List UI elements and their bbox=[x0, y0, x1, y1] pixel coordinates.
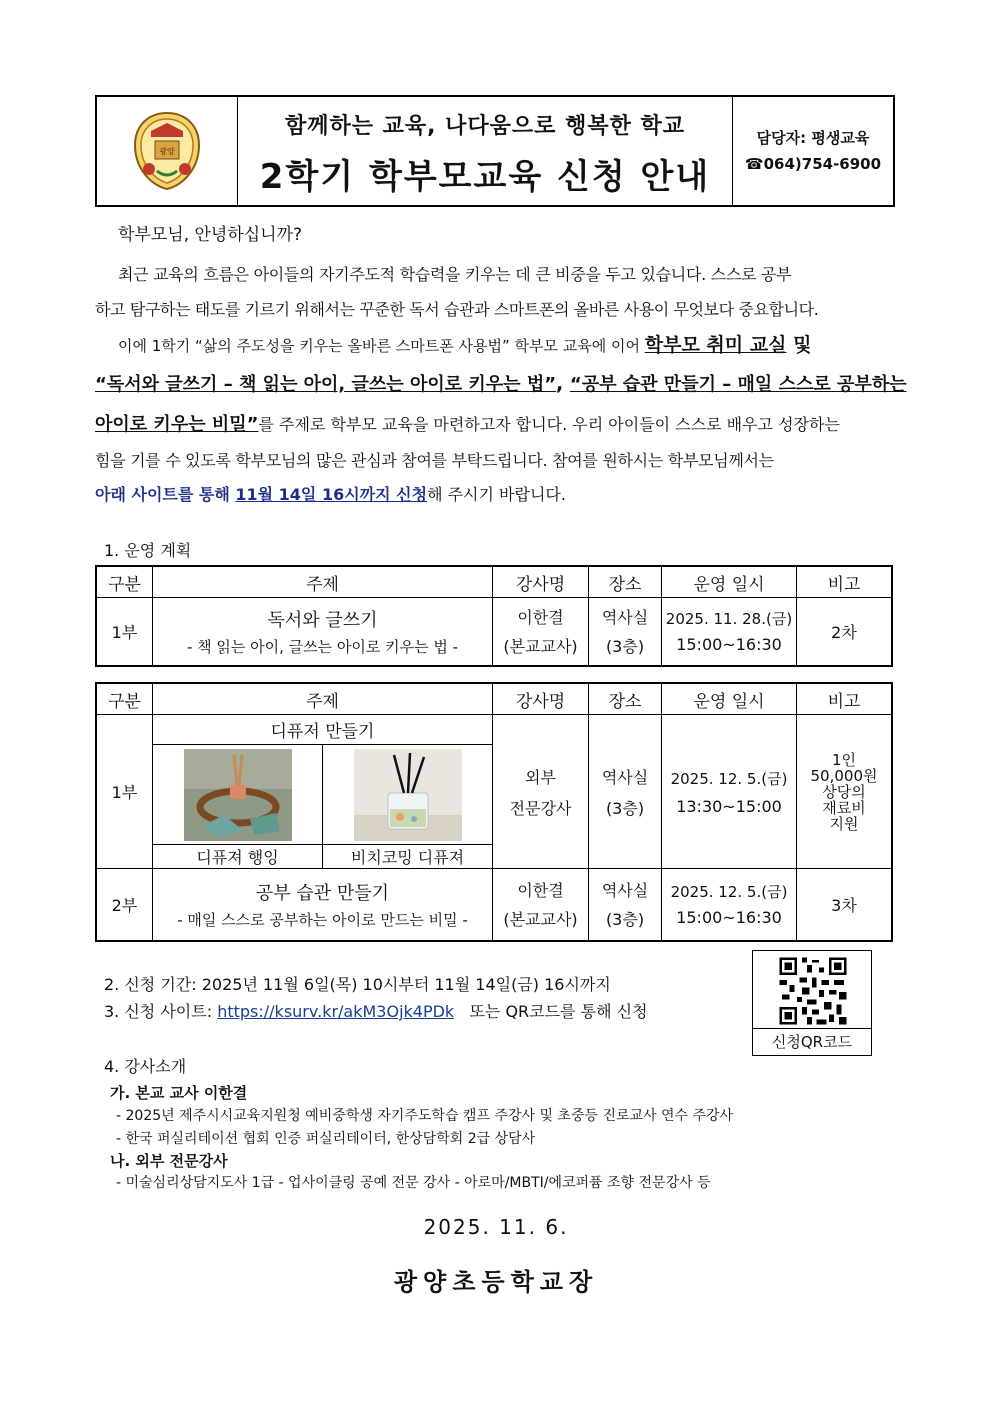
time-date: 2025. 12. 5.(금) bbox=[670, 883, 788, 902]
lecturer-name: 이한결 bbox=[517, 608, 564, 628]
place-floor: (3층) bbox=[605, 637, 645, 657]
header-title-cell bbox=[238, 97, 733, 205]
letter-line-7-c: 해 주시기 바랍니다. bbox=[427, 485, 566, 504]
external-lecturer-title: 나. 외부 전문강사 bbox=[110, 1152, 228, 1170]
principal-signature: 광양초등학교장 bbox=[393, 1268, 599, 1296]
topic-subtitle: - 매일 스스로 공부하는 아이로 만드는 비밀 - bbox=[177, 910, 468, 929]
letter-line-3-a: 이에 1학기 “삶의 주도성을 키우는 올바른 스마트폰 사용법” 학부모 교육에 이어 bbox=[118, 337, 645, 355]
time-cell bbox=[662, 869, 797, 941]
qr-code-icon[interactable] bbox=[777, 955, 849, 1027]
table-row bbox=[96, 598, 892, 666]
note-line-2: 50,000원 bbox=[810, 766, 878, 785]
col-lecturer: 강사명 bbox=[493, 683, 589, 715]
topic-title: 독서와 글쓰기 bbox=[267, 609, 378, 631]
time-range: 15:00~16:30 bbox=[676, 908, 782, 928]
topic-cell bbox=[153, 598, 493, 666]
place-room: 역사실 bbox=[601, 608, 649, 628]
apply-via-site: 아래 사이트를 통해 bbox=[95, 485, 236, 504]
place-floor: (3층) bbox=[605, 798, 645, 818]
topic-title: 디퓨저 만들기 bbox=[153, 715, 493, 745]
place-room: 역사실 bbox=[601, 767, 649, 787]
study-topic-highlight-end: 아이로 키우는 비밀” bbox=[95, 414, 259, 435]
letter-line-3-c: 및 bbox=[786, 334, 812, 356]
school-emblem-icon bbox=[127, 109, 207, 193]
deadline-highlight: 11월 14일 16시까지 신청 bbox=[235, 485, 428, 504]
letter-line-2: 하고 탐구하는 태도를 기르기 위해서는 꾸준한 독서 습관과 스마트폰의 올바른 사용이 무엇보다 중요합니다. bbox=[95, 300, 819, 319]
lecturer-cell bbox=[493, 869, 589, 941]
col-time: 운영 일시 bbox=[662, 683, 797, 715]
table-row bbox=[96, 715, 892, 745]
section-1-heading: 1. 운영 계획 bbox=[104, 541, 192, 560]
note-cell bbox=[797, 715, 893, 869]
topic-subtitle: - 책 읽는 아이, 글쓰는 아이로 키우는 법 - bbox=[186, 637, 459, 656]
internal-lecturer-title: 가. 본교 교사 이한결 bbox=[110, 1084, 248, 1102]
time-cell bbox=[662, 715, 797, 869]
topic-cell bbox=[153, 869, 493, 941]
col-lecturer: 강사명 bbox=[493, 566, 589, 598]
note-line-4: 재료비 bbox=[822, 798, 866, 817]
application-site-suffix: 또는 QR코드를 통해 신청 bbox=[454, 1002, 648, 1021]
lecturer-role: 전문강사 bbox=[509, 798, 572, 818]
letter-line-3 bbox=[118, 330, 922, 357]
contact-cell bbox=[733, 97, 893, 205]
col-note: 비고 bbox=[797, 566, 893, 598]
external-lecturer-item-1: - 미술심리상담지도사 1급 - 업사이클링 공예 전문 강사 - 아로마/MBTI/에코퍼퓸 조향 전문강사 등 bbox=[116, 1175, 711, 1191]
qr-code-box bbox=[752, 950, 872, 1056]
time-range: 15:00~16:30 bbox=[676, 635, 782, 655]
note-line-1: 1인 bbox=[831, 750, 857, 769]
time-range: 13:30~15:00 bbox=[676, 796, 782, 816]
part-cell: 1부 bbox=[96, 598, 153, 666]
photo-beachcombing-diffuser-cell bbox=[323, 745, 493, 845]
reading-topic-highlight: “독서와 글쓰기 – 책 읽는 아이, 글쓰는 아이로 키우는 법” bbox=[95, 374, 557, 395]
col-part: 구분 bbox=[96, 566, 153, 598]
table-row bbox=[96, 869, 892, 941]
greeting: 학부모님, 안녕하십니까? bbox=[118, 225, 303, 245]
application-site-link[interactable]: https://ksurv.kr/akM3Ojk4PDk bbox=[217, 1002, 455, 1021]
col-time: 운영 일시 bbox=[662, 566, 797, 598]
lecturer-cell bbox=[493, 715, 589, 869]
beachcombing-diffuser-photo bbox=[354, 749, 462, 841]
part-cell: 1부 bbox=[96, 715, 153, 869]
col-note: 비고 bbox=[797, 683, 893, 715]
contact-person: 담당자: 평생교육 bbox=[756, 129, 870, 147]
lecturer-name: 이한결 bbox=[517, 881, 564, 901]
place-cell bbox=[589, 715, 662, 869]
photo-caption: 디퓨져 행잉 bbox=[153, 845, 323, 869]
col-place: 장소 bbox=[589, 566, 662, 598]
section-4-heading: 4. 강사소개 bbox=[104, 1057, 187, 1076]
hobby-class-highlight: 학부모 취미 교실 bbox=[644, 334, 787, 356]
application-period: 2. 신청 기간: 2025년 11월 6일(목) 10시부터 11월 14일(금) 16시까지 bbox=[104, 975, 611, 994]
table-header-row bbox=[96, 566, 892, 598]
topic-title: 공부 습관 만들기 bbox=[255, 882, 390, 904]
part-cell: 2부 bbox=[96, 869, 153, 941]
diffuser-hanging-photo bbox=[184, 749, 292, 841]
schedule-table-2 bbox=[95, 682, 893, 942]
col-topic: 주제 bbox=[153, 566, 493, 598]
lecturer-cell bbox=[493, 598, 589, 666]
letter-line-5 bbox=[95, 410, 899, 436]
page-title: 2학기 학부모교육 신청 안내 bbox=[259, 157, 711, 197]
time-date: 2025. 11. 28.(금) bbox=[665, 610, 793, 629]
time-cell bbox=[662, 598, 797, 666]
place-room: 역사실 bbox=[601, 881, 649, 901]
application-site-line bbox=[104, 999, 648, 1022]
school-slogan: 함께하는 교육, 나다움으로 행복한 학교 bbox=[284, 114, 686, 139]
letter-line-6: 힘을 기를 수 있도록 학부모님의 많은 관심과 참여를 부탁드립니다. 참여를 원하시는 학부모님께서는 bbox=[95, 451, 774, 470]
document-date: 2025. 11. 6. bbox=[423, 1215, 569, 1239]
emblem-text: 광양 bbox=[159, 147, 175, 156]
place-cell bbox=[589, 869, 662, 941]
letter-line-4 bbox=[95, 370, 907, 396]
col-place: 장소 bbox=[589, 683, 662, 715]
letter-line-7 bbox=[95, 482, 899, 505]
letter-line-4-b: , bbox=[556, 373, 570, 395]
photo-caption: 비치코밍 디퓨져 bbox=[323, 845, 493, 869]
internal-lecturer-item-2: - 한국 퍼실리테이션 협회 인증 퍼실리테이터, 한상담학회 2급 상담사 bbox=[116, 1131, 536, 1147]
place-cell bbox=[589, 598, 662, 666]
internal-lecturer-item-1: - 2025년 제주시시교육지원청 예비중학생 자기주도학습 캠프 주강사 및 초중등 진로교사 연수 주강사 bbox=[116, 1108, 734, 1124]
study-topic-highlight: “공부 습관 만들기 – 매일 스스로 공부하는 bbox=[569, 374, 907, 395]
note-line-3: 상당의 bbox=[822, 782, 866, 801]
note-line-5: 지원 bbox=[829, 814, 859, 833]
col-topic: 주제 bbox=[153, 683, 493, 715]
contact-phone: ☎064)754-6900 bbox=[744, 155, 882, 173]
qr-code-caption: 신청QR코드 bbox=[753, 1028, 871, 1055]
school-logo-cell bbox=[97, 97, 238, 205]
col-part: 구분 bbox=[96, 683, 153, 715]
lecturer-role: (본교교사) bbox=[503, 637, 578, 657]
application-site-label: 3. 신청 사이트: bbox=[104, 1002, 218, 1021]
time-date: 2025. 12. 5.(금) bbox=[670, 769, 788, 788]
letter-line-5-b: 를 주제로 학부모 교육을 마련하고자 합니다. 우리 아이들이 스스로 배우고 성장하는 bbox=[258, 415, 840, 434]
place-floor: (3층) bbox=[605, 910, 645, 930]
table-header-row bbox=[96, 683, 892, 715]
lecturer-role: (본교교사) bbox=[503, 910, 578, 930]
schedule-table-1 bbox=[95, 565, 893, 667]
letter-line-1: 최근 교육의 흐름은 아이들의 자기주도적 학습력을 키우는 데 큰 비중을 두고 있습니다. 스스로 공부 bbox=[118, 265, 792, 284]
photo-hanging-diffuser-cell bbox=[153, 745, 323, 845]
lecturer-name: 외부 bbox=[525, 767, 556, 787]
header-box bbox=[95, 95, 895, 207]
note-cell: 3차 bbox=[797, 869, 893, 941]
note-cell: 2차 bbox=[797, 598, 893, 666]
